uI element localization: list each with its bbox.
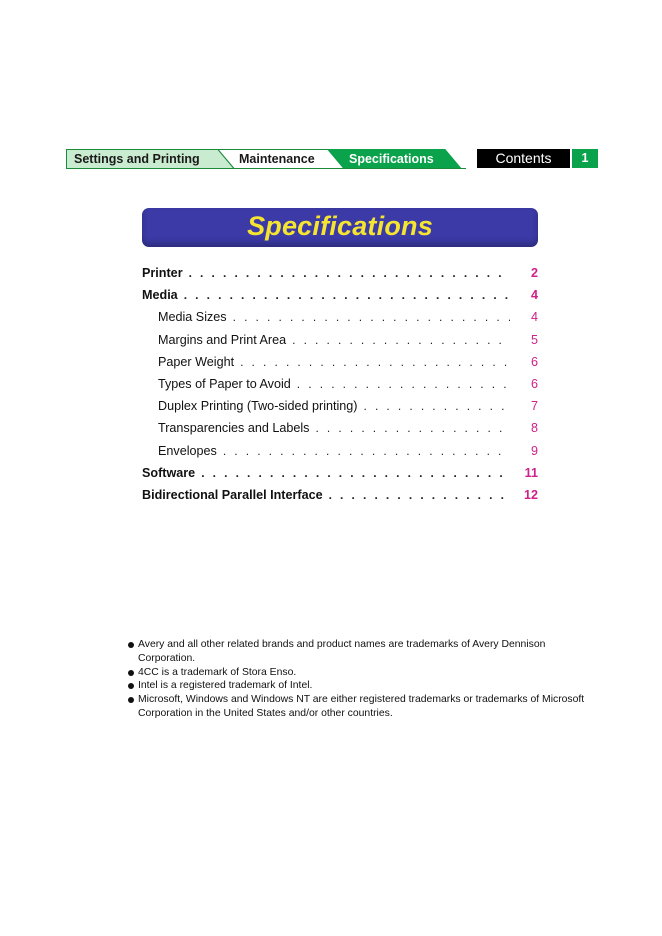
toc-page-link[interactable]: 4 [530,310,538,325]
tab-maintenance[interactable]: Maintenance [239,152,315,166]
trademark-note-text: Avery and all other related brands and product names are trademarks of Avery Dennison Corporation. [138,639,546,664]
toc-leader-dots [297,373,510,395]
toc-leader-dots [201,462,510,484]
toc-entry-margins-and-print-area[interactable] [142,329,538,351]
contents-button[interactable]: Contents [477,149,570,168]
toc-page-link[interactable]: 5 [530,332,538,347]
toc-entry-duplex-printing[interactable] [142,395,538,417]
toc-entry-printer[interactable] [142,262,538,284]
toc-leader-dots [292,329,510,351]
trademark-note-text: 4CC is a trademark of Stora Enso. [138,666,297,678]
page-title: Specifications [247,211,433,241]
toc-entry-label: Paper Weight [158,354,235,369]
toc-page-link[interactable]: 6 [530,354,538,369]
trademark-note [128,679,588,693]
toc-entry-media[interactable] [142,284,538,306]
toc-leader-dots [364,395,511,417]
toc-page-link[interactable]: 6 [530,376,538,391]
toc-page-link[interactable]: 12 [523,487,538,502]
toc-leader-dots [329,484,510,506]
tab-specifications[interactable]: Specifications [349,152,434,166]
top-navigation [66,149,598,169]
trademark-note [128,638,588,666]
toc-entry-paper-weight[interactable] [142,351,538,373]
toc-entry-types-of-paper-to-avoid[interactable] [142,373,538,395]
toc-entry-transparencies-and-labels[interactable] [142,417,538,439]
toc-entry-label: Duplex Printing (Two-sided printing) [158,399,358,414]
toc-leader-dots [223,440,510,462]
toc-entry-label: Media Sizes [158,310,227,325]
bullet-icon [128,670,134,676]
toc-entry-label: Printer [142,266,183,280]
toc-leader-dots [240,351,510,373]
toc-leader-dots [189,262,510,284]
toc-entry-label: Software [142,465,196,480]
bullet-icon [128,642,134,648]
tab-settings-and-printing[interactable]: Settings and Printing [74,152,200,166]
page-number-badge: 1 [572,149,598,168]
trademark-note-text: Intel is a registered trademark of Intel. [138,680,313,692]
toc-entry-label: Envelopes [158,443,217,458]
toc-page-link[interactable]: 7 [530,399,538,414]
toc-entry-media-sizes[interactable] [142,306,538,328]
toc-entry-label: Margins and Print Area [158,332,287,347]
trademark-notes [128,638,588,721]
toc-leader-dots [315,417,510,439]
toc-page-link[interactable]: 2 [530,266,538,280]
toc-entry-envelopes[interactable] [142,440,538,462]
toc-entry-software[interactable] [142,462,538,484]
toc-entry-bidirectional-parallel-interface[interactable] [142,484,538,506]
toc-entry-label: Bidirectional Parallel Interface [142,487,323,502]
trademark-note [128,693,588,721]
toc-leader-dots [233,306,510,328]
table-of-contents [142,262,538,506]
bullet-icon [128,697,134,703]
toc-entry-label: Types of Paper to Avoid [158,376,291,391]
trademark-note-text: Microsoft, Windows and Windows NT are either registered trademarks or trademarks of Microsoft Corporation in the United States and/or other countries. [138,694,585,719]
toc-entry-label: Transparencies and Labels [158,421,310,436]
toc-page-link[interactable]: 9 [530,443,538,458]
toc-page-link[interactable]: 4 [530,288,538,303]
title-banner [142,208,538,247]
trademark-note [128,666,588,680]
toc-page-link[interactable]: 8 [530,421,538,436]
bullet-icon [128,683,134,689]
toc-leader-dots [184,284,510,306]
toc-page-link[interactable]: 11 [524,465,538,480]
toc-entry-label: Media [142,288,178,303]
